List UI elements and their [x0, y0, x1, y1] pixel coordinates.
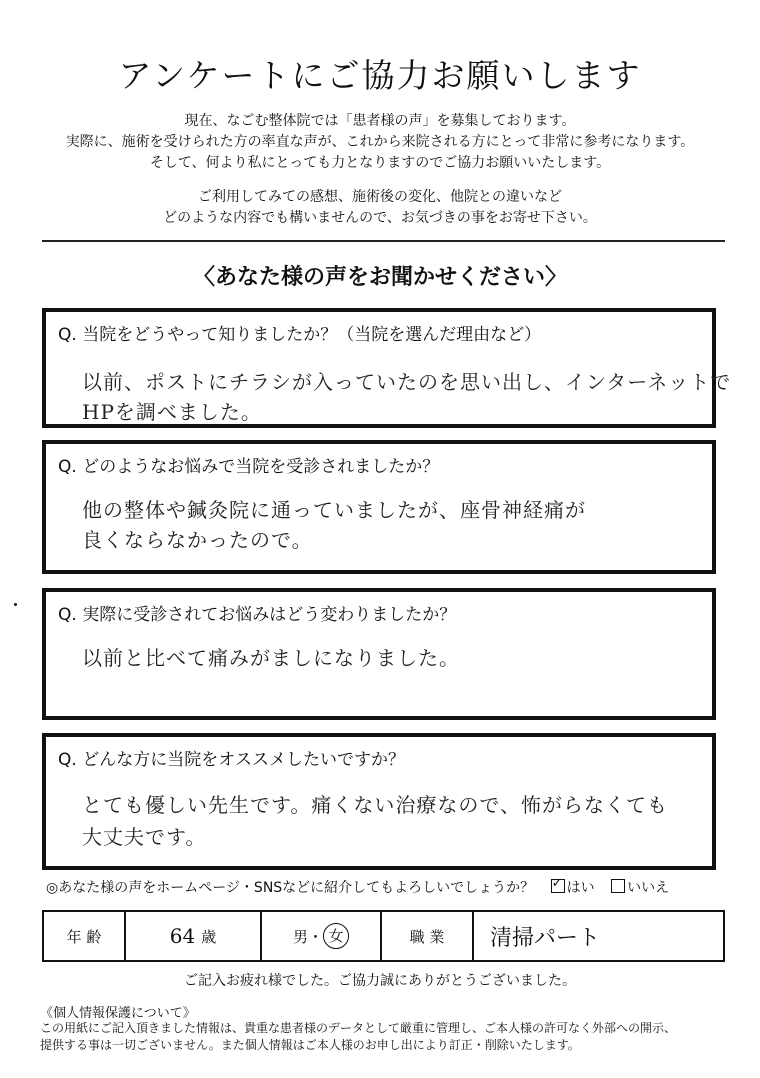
answer-line: 以前、ポストにチラシが入っていたのを思い出し、インターネットで: [82, 370, 732, 394]
answer-line: とても優しい先生です。痛くない治療なので、怖がらなくても: [82, 793, 668, 817]
question-label: Q. どのようなお悩みで当院を受診されましたか？: [58, 457, 440, 477]
gender-cell: [262, 912, 382, 960]
divider: [42, 240, 725, 242]
job-cell: [474, 912, 723, 960]
question-label: Q. どんな方に当院をオススメしたいですか？: [58, 750, 406, 770]
privacy-text: [40, 1020, 730, 1054]
consent-row: [46, 877, 669, 897]
section-subtitle: 〈あなた様の声をお聞かせください〉: [192, 265, 567, 290]
age-cell: [126, 912, 262, 960]
consent-no-option[interactable]: [611, 880, 669, 896]
consent-no-label: いいえ: [627, 880, 670, 896]
gender-male: 男: [292, 927, 308, 946]
intro-line-1: 現在、なごむ整体院では「患者様の声」を募集しております。: [184, 113, 576, 129]
consent-question: ◎あなた様の声をホームページ・SNSなどに紹介してもよろしいでしょうか？: [46, 880, 535, 896]
age-label: 年 齢: [44, 912, 126, 960]
answer-line: 大丈夫です。: [82, 825, 207, 849]
intro-line-5: どのような内容でも構いませんので、お気づきの事をお寄せ下さい。: [163, 210, 597, 226]
intro-line-4: ご利用してみての感想、施術後の変化、他院との違いなど: [198, 189, 562, 205]
gender-separator: ・: [308, 927, 324, 946]
question-box-3: [42, 588, 716, 720]
gender-female-circled: 女: [323, 923, 349, 949]
job-value: 清掃パート: [490, 925, 601, 951]
question-box-4: [42, 733, 716, 870]
intro-line-2: 実際に、施術を受けられた方の率直な声が、これから来院される方にとって非常に参考になります。: [65, 134, 695, 150]
job-label: 職 業: [382, 912, 474, 960]
page-title: アンケートにご協力お願いします: [118, 56, 642, 95]
privacy-heading: 《個人情報保護について》: [40, 1006, 196, 1021]
scan-dot: [14, 603, 17, 606]
question-label: Q. 当院をどうやって知りましたか？（当院を選んだ理由など）: [58, 325, 542, 345]
answer-line: 他の整体や鍼灸院に通っていましたが、座骨神経痛が: [82, 498, 586, 522]
answer-line: 良くならなかったので。: [82, 528, 313, 552]
privacy-line-2: 提供する事は一切ございません。また個人情報はご本人様のお申し出により訂正・削除いたします。: [40, 1038, 580, 1052]
age-value: 64: [169, 924, 196, 948]
thanks-message: ご記入お疲れ様でした。ご協力誠にありがとうございました。: [184, 973, 576, 989]
checkbox-checked-icon[interactable]: [551, 879, 565, 893]
question-box-2: [42, 440, 716, 574]
respondent-info-table: [42, 910, 725, 962]
age-unit: 歳: [201, 927, 217, 946]
answer-line: HPを調べました。: [82, 400, 262, 424]
question-label: Q. 実際に受診されてお悩みはどう変わりましたか？: [58, 605, 457, 625]
intro-line-3: そして、何より私にとっても力となりますのでご協力お願いいたします。: [149, 155, 611, 171]
checkbox-icon[interactable]: [611, 879, 625, 893]
question-box-1: [42, 308, 732, 428]
privacy-line-1: この用紙にご記入頂きました情報は、貴重な患者様のデータとして厳重に管理し、ご本人様の許可なく外部への開示、: [40, 1021, 677, 1035]
answer-line: 以前と比べて痛みがましになりました。: [82, 646, 460, 670]
consent-yes-label: はい: [566, 880, 595, 896]
consent-yes-option[interactable]: [551, 880, 595, 896]
